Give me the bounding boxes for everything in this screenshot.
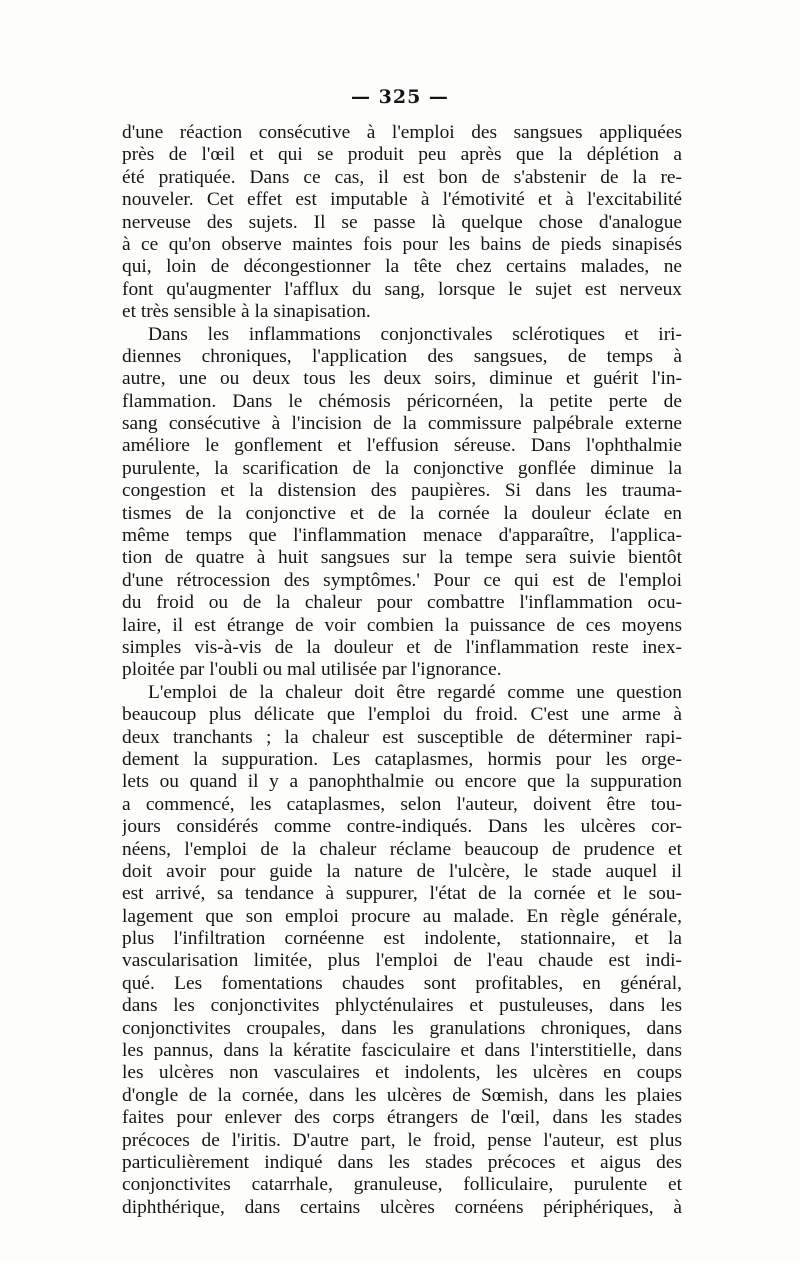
text-line: été pratiquée. Dans ce cas, il est bon de s'abstenir de la re- bbox=[122, 166, 682, 188]
text-line: autre, une ou deux tous les deux soirs, diminue et guérit l'in- bbox=[122, 368, 682, 390]
text-line: les pannus, dans la kératite fasciculaire et dans l'interstitielle, dans bbox=[122, 1040, 682, 1062]
text-line: deux tranchants ; la chaleur est susceptible de déterminer rapi- bbox=[122, 726, 682, 748]
text-line: lagement que son emploi procure au malade. En règle générale, bbox=[122, 905, 682, 927]
text-line: diennes chroniques, l'application des sangsues, de temps à bbox=[122, 345, 682, 367]
text-line: qué. Les fomentations chaudes sont profitables, en général, bbox=[122, 972, 682, 994]
text-line: lets ou quand il y a panophthalmie ou encore que la suppuration bbox=[122, 771, 682, 793]
text-line: dans les conjonctivites phlycténulaires et pustuleuses, dans les bbox=[122, 995, 682, 1017]
text-line: tismes de la conjonctive et de la cornée la douleur éclate en bbox=[122, 502, 682, 524]
text-line: ploitée par l'oubli ou mal utilisée par l'ignorance. bbox=[122, 659, 502, 681]
page-number: — 325 — bbox=[351, 86, 449, 108]
text-line: simples vis-à-vis de la douleur et de l'inflammation reste inex- bbox=[122, 636, 682, 658]
text-line: les ulcères non vasculaires et indolents, les ulcères en coups bbox=[122, 1062, 682, 1084]
text-line: tion de quatre à huit sangsues sur la tempe sera suivie bientôt bbox=[122, 547, 682, 569]
text-line: précoces de l'iritis. D'autre part, le froid, pense l'auteur, est plus bbox=[122, 1129, 682, 1151]
text-line: nouveler. Cet effet est imputable à l'émotivité et à l'excitabilité bbox=[122, 189, 682, 211]
text-line: dement la suppuration. Les cataplasmes, hormis pour les orge- bbox=[122, 748, 682, 770]
text-line: est arrivé, sa tendance à suppurer, l'état de la cornée et le sou- bbox=[122, 883, 682, 905]
text-line: sang consécutive à l'incision de la commissure palpébrale externe bbox=[122, 413, 682, 435]
text-line: a commencé, les cataplasmes, selon l'auteur, doivent être tou- bbox=[122, 793, 682, 815]
text-line: à ce qu'on observe maintes fois pour les bains de pieds sinapisés bbox=[122, 233, 682, 255]
text-line: vascularisation limitée, plus l'emploi de l'eau chaude est indi- bbox=[122, 950, 682, 972]
text-line: néens, l'emploi de la chaleur réclame beaucoup de prudence et bbox=[122, 838, 682, 860]
text-line: nerveuse des sujets. Il se passe là quelque chose d'analogue bbox=[122, 211, 682, 233]
text-line: beaucoup plus délicate que l'emploi du froid. C'est une arme à bbox=[122, 704, 682, 726]
text-line: font qu'augmenter l'afflux du sang, lorsque le sujet est nerveux bbox=[122, 278, 682, 300]
text-line: congestion et la distension des paupières. Si dans les trauma- bbox=[122, 480, 682, 502]
text-line: qui, loin de décongestionner la tête chez certains malades, ne bbox=[122, 256, 682, 278]
text-line: diphthérique, dans certains ulcères cornéens périphériques, à bbox=[122, 1196, 682, 1218]
text-line: conjonctivites catarrhale, granuleuse, folliculaire, purulente et bbox=[122, 1174, 682, 1196]
text-line: améliore le gonflement et l'effusion séreuse. Dans l'ophthalmie bbox=[122, 435, 682, 457]
text-line: jours considérés comme contre-indiqués. Dans les ulcères cor- bbox=[122, 816, 682, 838]
text-line: flammation. Dans le chémosis péricornéen, la petite perte de bbox=[122, 390, 682, 412]
text-line: et très sensible à la sinapisation. bbox=[122, 301, 371, 323]
text-line: Dans les inflammations conjonctivales sclérotiques et iri- bbox=[148, 323, 682, 345]
text-line: du froid ou de la chaleur pour combattre l'inflammation ocu- bbox=[122, 592, 682, 614]
text-line: même temps que l'inflammation menace d'apparaître, l'applica- bbox=[122, 525, 682, 547]
text-line: faites pour enlever des corps étrangers de l'œil, dans les stades bbox=[122, 1107, 682, 1129]
text-line: L'emploi de la chaleur doit être regardé comme une question bbox=[148, 681, 682, 703]
text-line: d'une réaction consécutive à l'emploi des sangsues appliquées bbox=[122, 122, 682, 143]
body-text bbox=[122, 122, 682, 1219]
text-line: particulièrement indiqué dans les stades précoces et aigus des bbox=[122, 1151, 682, 1173]
text-line: d'ongle de la cornée, dans les ulcères de Sœmish, dans les plaies bbox=[122, 1084, 682, 1106]
text-line: laire, il est étrange de voir combien la puissance de ces moyens bbox=[122, 614, 682, 636]
text-line: près de l'œil et qui se produit peu après que la déplétion a bbox=[122, 144, 682, 166]
text-line: d'une rétrocession des symptômes.' Pour ce qui est de l'emploi bbox=[122, 569, 682, 591]
text-line: doit avoir pour guide la nature de l'ulcère, le stade auquel il bbox=[122, 860, 682, 882]
text-line: purulente, la scarification de la conjonctive gonflée diminue la bbox=[122, 457, 682, 479]
text-line: plus l'infiltration cornéenne est indolente, stationnaire, et la bbox=[122, 928, 682, 950]
text-line: conjonctivites croupales, dans les granulations chroniques, dans bbox=[122, 1017, 682, 1039]
